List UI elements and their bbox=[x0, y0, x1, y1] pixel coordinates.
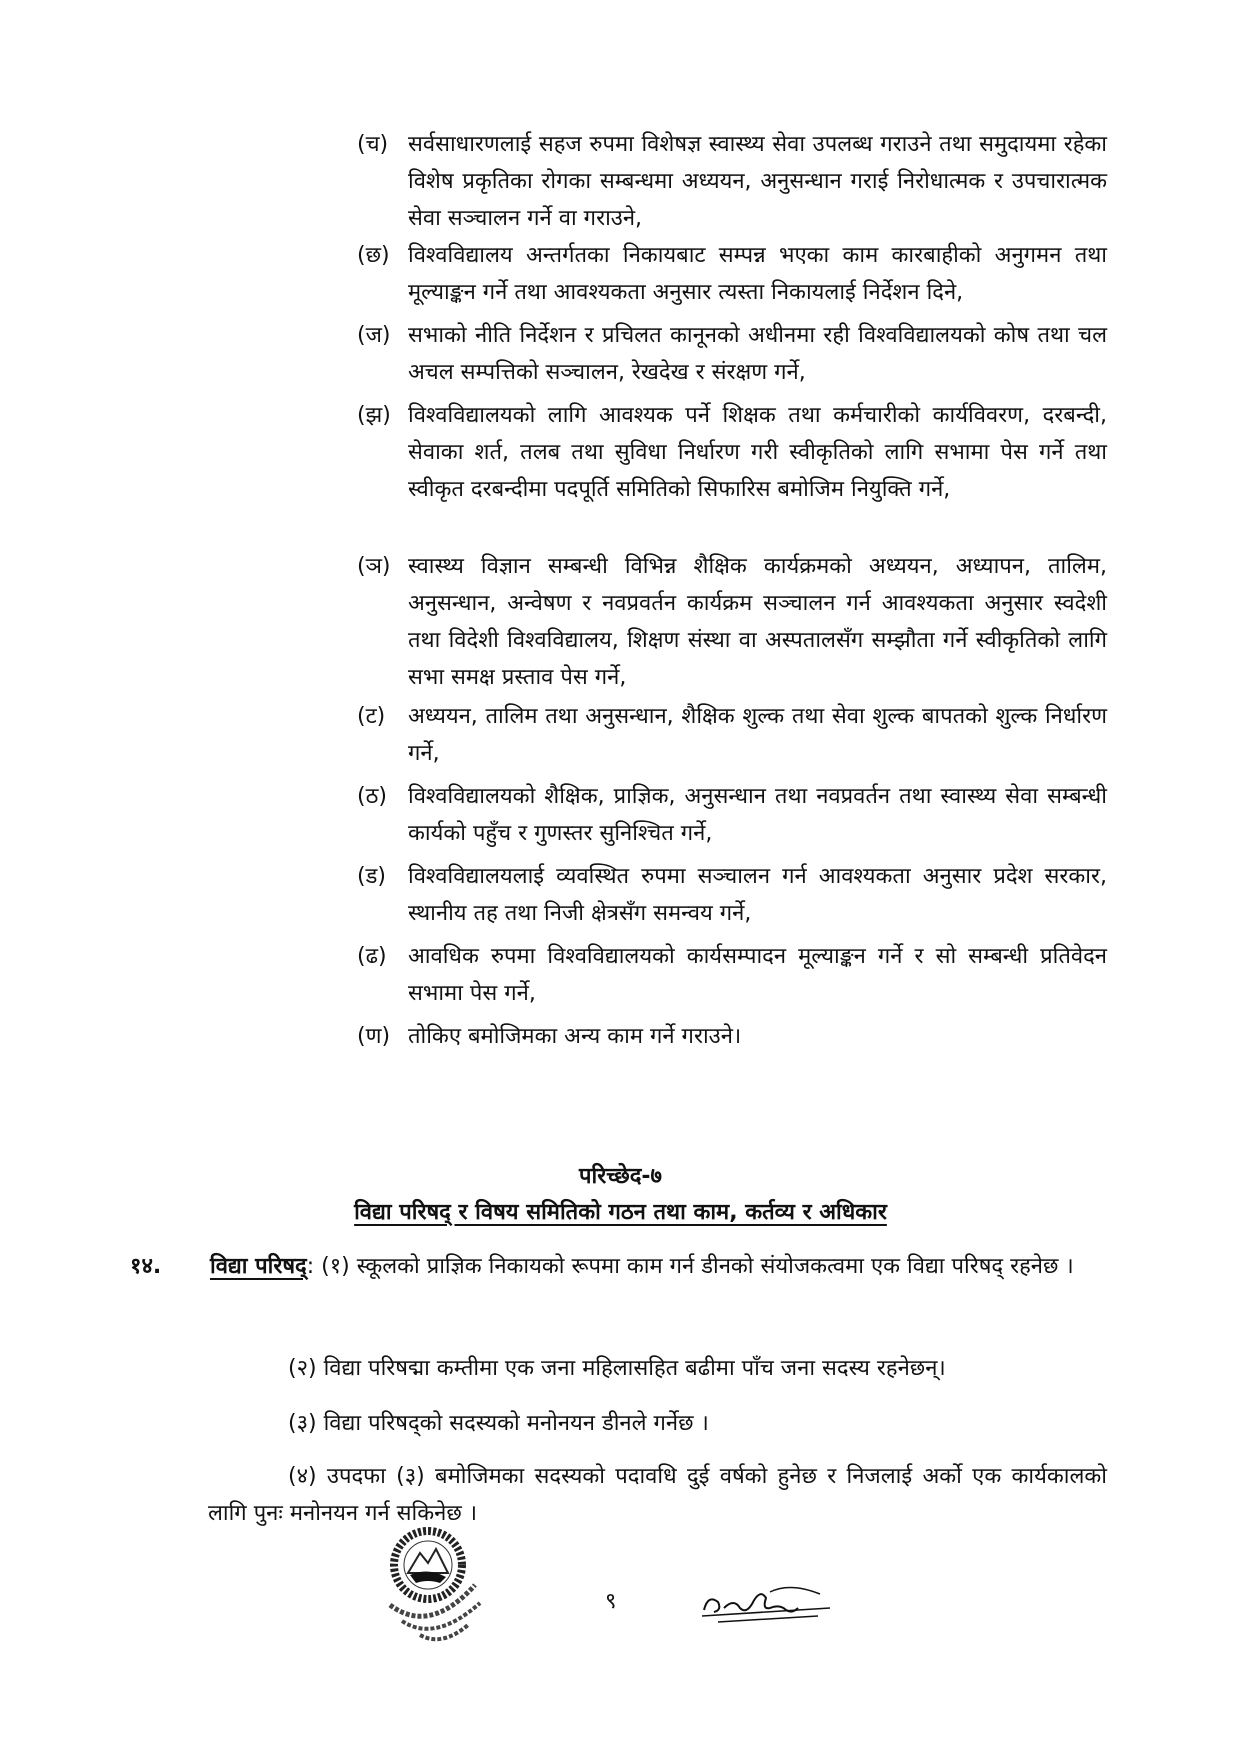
item-marker: (ढ) bbox=[357, 944, 387, 969]
item-marker: (झ) bbox=[357, 403, 391, 428]
section-intro: : (१) स्कूलको प्राज्ञिक निकायको रूपमा काम गर्न डीनको संयोजकत्वमा एक विद्या परिषद् रहनेछ । bbox=[306, 1254, 1074, 1279]
item-marker: (छ) bbox=[357, 243, 390, 268]
list-item bbox=[357, 858, 1107, 932]
item-marker: (ज) bbox=[357, 323, 391, 348]
section-body bbox=[210, 1248, 1107, 1285]
item-text: विश्वविद्यालय अन्तर्गतका निकायबाट सम्पन्न भएका काम कारबाहीको अनुगमन तथा मूल्याङ्कन गर्ने तथा आवश्यकता अनुसार त्यस्ता निकायलाई निर्देशन दिने, bbox=[408, 243, 1107, 305]
item-text: स्वास्थ्य विज्ञान सम्बन्धी विभिन्न शैक्षिक कार्यक्रमको अध्ययन, अध्यापन, तालिम, अनुसन्धान, अन्वेषण र नवप्रवर्तन कार्यक्रम सञ्चालन गर्न आवश्यकता अनुसार स्वदेशी तथा विदेशी विश्वविद्यालय, शिक्षण संस्था वा अस्पतालसँग सम्झौता गर्ने स्वीकृतिको लागि सभा समक्ष प्रस्ताव पेस गर्ने, bbox=[408, 554, 1107, 690]
section-title: विद्या परिषद् bbox=[210, 1254, 307, 1279]
item-text: सभाको नीति निर्देशन र प्रचिलत कानूनको अधीनमा रही विश्वविद्यालयको कोष तथा चल अचल सम्पत्तिको सञ्चालन, रेखदेख र संरक्षण गर्ने, bbox=[408, 323, 1107, 385]
list-item bbox=[357, 317, 1107, 391]
item-text: सर्वसाधारणलाई सहज रुपमा विशेषज्ञ स्वास्थ्य सेवा उपलब्ध गराउने तथा समुदायमा रहेका विशेष प्रकृतिका रोगका सम्बन्धमा अध्ययन, अनुसन्धान गराई निरोधात्मक र उपचारात्मक सेवा सञ्चालन गर्ने वा गराउने, bbox=[408, 132, 1107, 231]
item-text: आवधिक रुपमा विश्वविद्यालयको कार्यसम्पादन मूल्याङ्कन गर्ने र सो सम्बन्धी प्रतिवेदन सभामा पेस गर्ने, bbox=[408, 944, 1107, 1006]
item-text: विश्वविद्यालयको लागि आवश्यक पर्ने शिक्षक तथा कर्मचारीको कार्यविवरण, दरबन्दी, सेवाका शर्त, तलब तथा सुविधा निर्धारण गरी स्वीकृतिको लागि सभामा पेस गर्ने तथा स्वीकृत दरबन्दीमा पदपूर्ति समितिको सिफारिस बमोजिम नियुक्ति गर्ने, bbox=[408, 403, 1107, 502]
item-text: तोकिए बमोजिमका अन्य काम गर्ने गराउने। bbox=[408, 1024, 742, 1049]
signature-icon bbox=[700, 1580, 840, 1630]
subclause-2: (२) विद्या परिषद्मा कम्तीमा एक जना महिलासहित बढीमा पाँच जना सदस्य रहनेछन्। bbox=[288, 1356, 946, 1381]
list-item bbox=[357, 397, 1107, 508]
subclause-3: (३) विद्या परिषद्को सदस्यको मनोनयन डीनले गर्नेछ । bbox=[288, 1411, 709, 1436]
subclause-4: (४) उपदफा (३) बमोजिमका सदस्यको पदावधि दुई वर्षको हुनेछ र निजलाई अर्को एक कार्यकालको लागि पुनः मनोनयन गर्न सकिनेछ । bbox=[208, 1464, 1107, 1526]
list-item bbox=[357, 698, 1107, 772]
page-number: ९ bbox=[605, 1589, 617, 1614]
list-item bbox=[357, 778, 1107, 852]
item-text: विश्वविद्यालयलाई व्यवस्थित रुपमा सञ्चालन गर्न आवश्यकता अनुसार प्रदेश सरकार, स्थानीय तह तथा निजी क्षेत्रसँग समन्वय गर्ने, bbox=[408, 864, 1107, 926]
item-marker: (ट) bbox=[357, 704, 386, 729]
list-item bbox=[357, 237, 1107, 311]
section-14 bbox=[130, 1248, 1107, 1285]
item-marker: (ञ) bbox=[357, 554, 391, 579]
list-item bbox=[357, 126, 1107, 237]
item-text: अध्ययन, तालिम तथा अनुसन्धान, शैक्षिक शुल्क तथा सेवा शुल्क बापतको शुल्क निर्धारण गर्ने, bbox=[408, 704, 1107, 766]
item-marker: (ड) bbox=[357, 864, 386, 889]
list-item bbox=[357, 548, 1107, 696]
chapter-title bbox=[0, 1196, 1241, 1226]
item-text: विश्वविद्यालयको शैक्षिक, प्राज्ञिक, अनुसन्धान तथा नवप्रवर्तन तथा स्वास्थ्य सेवा सम्बन्धी कार्यको पहुँच र गुणस्तर सुनिश्चित गर्ने, bbox=[408, 784, 1107, 846]
government-seal-icon bbox=[380, 1525, 500, 1655]
item-marker: (ठ) bbox=[357, 784, 387, 809]
chapter-title-text: विद्या परिषद् र विषय समितिको गठन तथा काम, कर्तव्य र अधिकार bbox=[354, 1200, 887, 1225]
item-marker: (च) bbox=[357, 132, 389, 157]
section-number: १४. bbox=[130, 1254, 162, 1279]
chapter-label: परिच्छेद-७ bbox=[579, 1164, 662, 1189]
item-marker: (ण) bbox=[357, 1024, 391, 1049]
list-item bbox=[357, 1018, 1107, 1055]
list-item bbox=[357, 938, 1107, 1012]
